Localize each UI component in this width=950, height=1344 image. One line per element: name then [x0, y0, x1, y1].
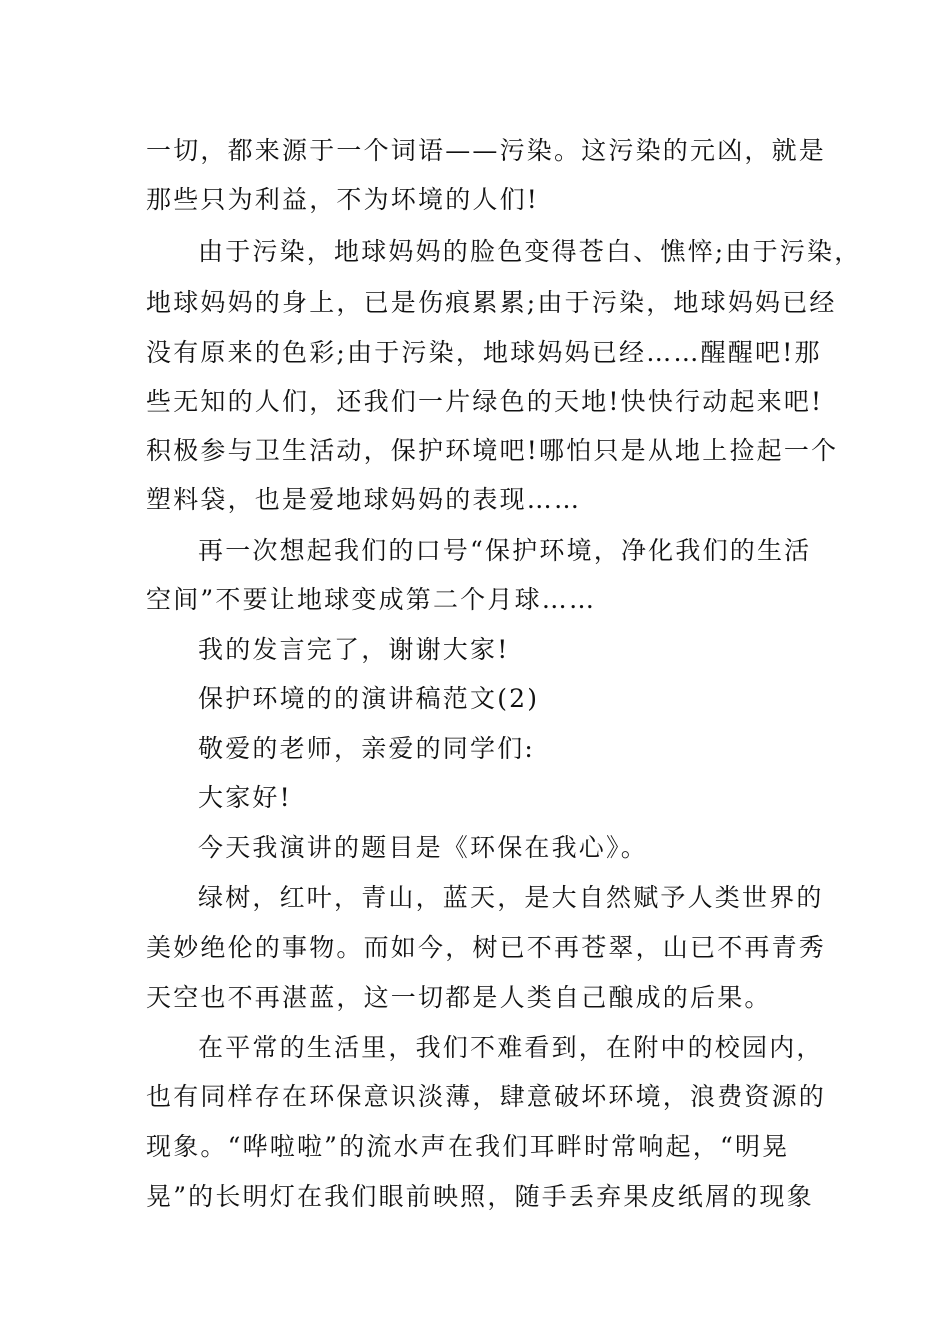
text-line: 天空也不再湛蓝，这一切都是人类自己酿成的后果。: [146, 983, 772, 1012]
text-line: 由于污染，地球妈妈的脸色变得苍白、憔悴;由于污染，: [198, 237, 862, 266]
section-heading: 保护环境的的演讲稿范文(2): [198, 684, 540, 713]
text-line: 塑料袋，也是爱地球妈妈的表现……: [146, 485, 582, 514]
text-line: 一切，都来源于一个词语——污染。这污染的元凶，就是: [146, 136, 827, 165]
text-line: 那些只为利益，不为坏境的人们!: [146, 185, 540, 214]
text-line: 地球妈妈的身上，已是伤痕累累;由于污染，地球妈妈已经: [146, 288, 837, 317]
text-line: 晃”的长明灯在我们眼前映照，随手丢弃果皮纸屑的现象: [146, 1182, 814, 1211]
text-line: 今天我演讲的题目是《环保在我心》。: [198, 833, 648, 862]
text-line: 没有原来的色彩;由于污染，地球妈妈已经……醒醒吧!那: [146, 338, 822, 367]
text-line: 美妙绝伦的事物。而如今，树已不再苍翠，山已不再青秀: [146, 933, 827, 962]
text-line: 我的发言完了，谢谢大家!: [198, 635, 510, 664]
text-line: 敬爱的老师，亲爱的同学们:: [198, 734, 536, 763]
text-line: 积极参与卫生活动，保护环境吧!哪怕只是从地上捡起一个: [146, 436, 839, 465]
text-line: 大家好!: [198, 783, 292, 812]
text-line: 再一次想起我们的口号“保护环境，净化我们的生活: [198, 536, 812, 565]
text-line: 在平常的生活里，我们不难看到，在附中的校园内，: [198, 1033, 824, 1062]
text-line: 现象。“哗啦啦”的流水声在我们耳畔时常响起，“明晃: [146, 1132, 790, 1161]
text-line: 些无知的人们，还我们一片绿色的天地!快快行动起来吧!: [146, 387, 824, 416]
text-line: 绿树，红叶，青山，蓝天，是大自然赋予人类世界的: [198, 883, 824, 912]
text-line: 也有同样存在环保意识淡薄，肆意破坏环境，浪费资源的: [146, 1082, 827, 1111]
text-line: 空间”不要让地球变成第二个月球……: [146, 585, 597, 614]
